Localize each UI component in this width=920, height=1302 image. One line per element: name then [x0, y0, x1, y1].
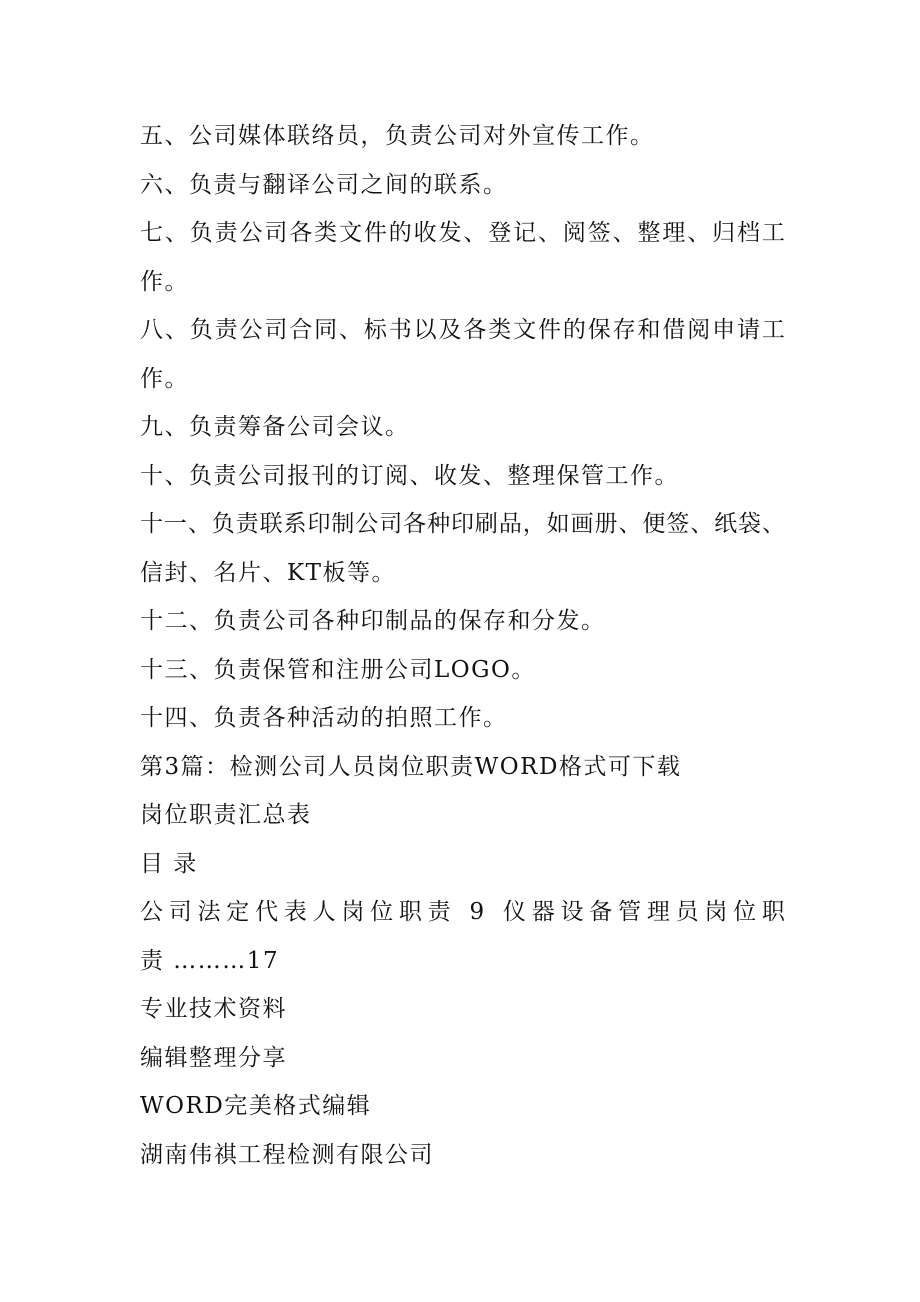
text-line: 作。 — [140, 268, 189, 295]
text-line-content: 七 、 负 责 公 司 各 类 文 件 的 收 发 、 登 记 、 阅 签 、 整 理 、 归 档 工 — [140, 220, 785, 246]
text-line-content: 十 一 、 负 责 联 系 印 制 公 司 各 种 印 刷 品 ， 如 画 册 、 便 签 、 纸 袋 、 — [140, 511, 785, 537]
text-line — [140, 500, 785, 549]
text-line: 六、负责与翻译公司之间的联系。 — [140, 171, 508, 198]
text-line: 岗位职责汇总表 — [140, 802, 312, 828]
toc-entry: 责 ………17 — [140, 947, 280, 974]
toc-entry-content: 公 司 法 定 代 表 人 岗 位 职 责 9 仪 器 设 备 管 理 员 岗 位 职 — [140, 899, 785, 925]
text-line: 十三、负责保管和注册公司LOGO。 — [140, 656, 536, 683]
text-line: 五、公司媒体联络员，负责公司对外宣传工作。 — [140, 123, 655, 149]
company-name: 湖南伟祺工程检测有限公司 — [140, 1141, 434, 1168]
toc-entry — [140, 888, 785, 937]
text-line: 十四、负责各种活动的拍照工作。 — [140, 705, 508, 731]
text-line — [140, 306, 785, 355]
toc-heading: 目 录 — [140, 850, 198, 877]
text-line-content: 八 、 负 责 公 司 合 同 、 标 书 以 及 各 类 文 件 的 保 存 和 借 阅 申 请 工 — [140, 317, 785, 343]
text-line: 十、负责公司报刊的订阅、收发、整理保管工作。 — [140, 462, 679, 489]
text-line: 作。 — [140, 365, 189, 392]
text-line — [140, 209, 785, 258]
text-line: 专业技术资料 — [140, 996, 287, 1022]
text-line: 九、负责筹备公司会议。 — [140, 414, 410, 440]
text-line: 信封、名片、KT板等。 — [140, 559, 397, 586]
text-line: 十二、负责公司各种印制品的保存和分发。 — [140, 608, 606, 634]
text-line: 编辑整理分享 — [140, 1044, 287, 1071]
document-body — [140, 112, 785, 1179]
text-line: WORD完美格式编辑 — [140, 1093, 372, 1119]
section-heading: 第3篇：检测公司人员岗位职责WORD格式可下载 — [140, 753, 682, 780]
